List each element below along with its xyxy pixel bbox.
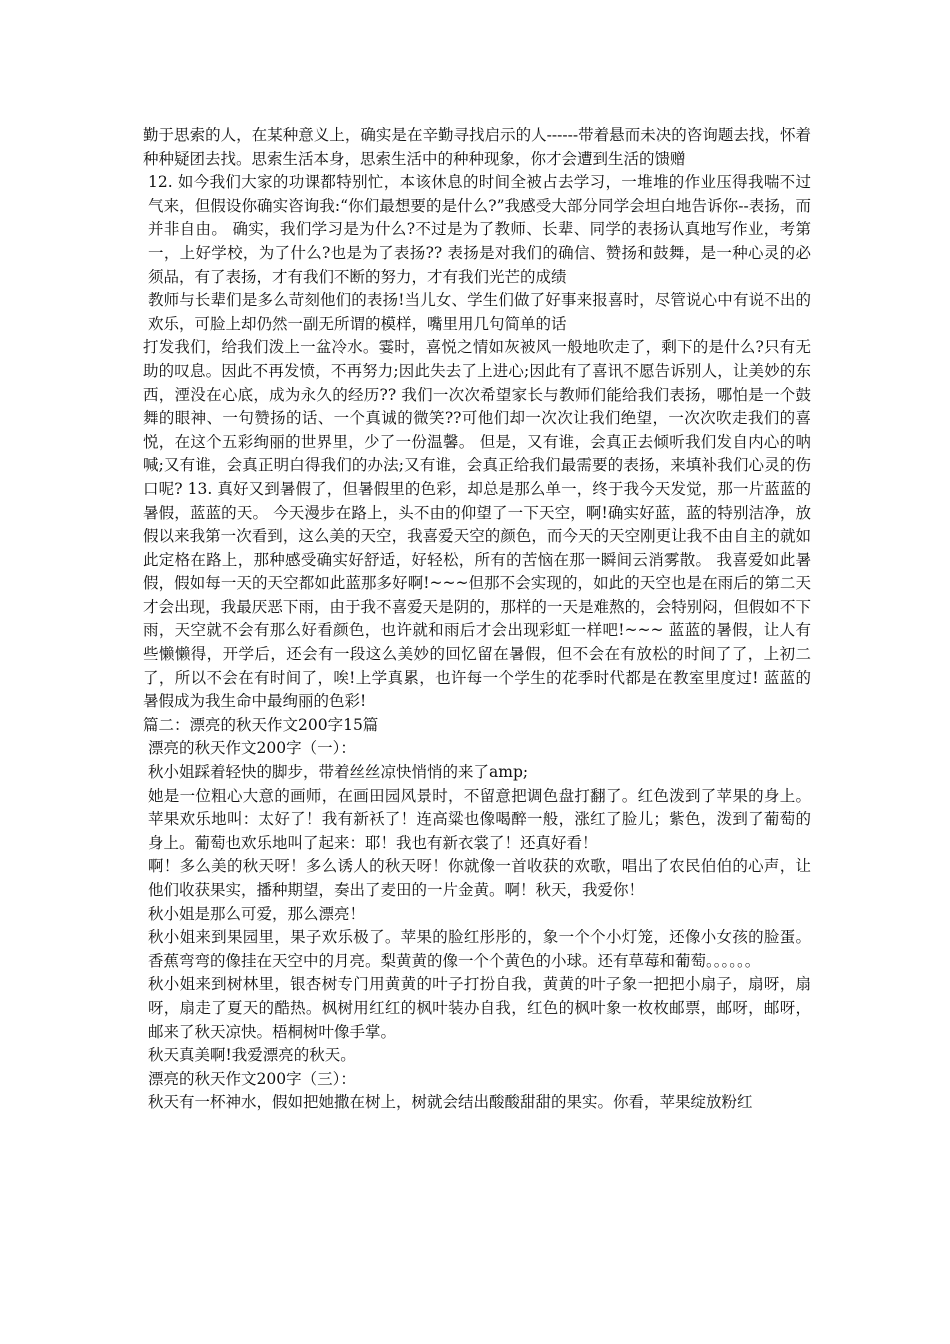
paragraph: 打发我们，给我们泼上一盆冷水。霎时，喜悦之情如灰被风一般地吹走了，剩下的是什么?只有无助的叹息。因此不再发愤，不再努力;因此失去了上进心;因此有了喜讯不愿告诉别人，让美妙的东西，湮没在心底，成为永久的经历?? 我们一次次希望家长与教师们能给我们表扬，哪怕是一个鼓舞的眼神、一句赞扬的话、一个真诚的微笑??可他们却一次次让我们绝望，一次次吹走我们的喜悦，在这个五彩绚丽的世界里，少了一份温馨。 但是，又有谁，会真正去倾听我们发自内心的呐喊;又有谁，会真正明白得我们的办法;又有谁，会真正给我们最需要的表扬，来填补我们心灵的伤口呢? 13. 真好又到暑假了，但暑假里的色彩，却总是那么单一，终于我今天发觉，那一片蓝蓝的暑假，蓝蓝的天。 今天漫步在路上，头不由的仰望了一下天空，啊!确实好蓝，蓝的特别洁净，放假以来我第一次看到，这么美的天空，我喜爱天空的颜色，而今天的天空刚更让我不由自主的就如此定格在路上，那种感受确实好舒适，好轻松，所有的苦恼在那一瞬间云消雾散。 我喜爱如此暑假，假如每一天的天空都如此蓝那多好啊!~~~但那不会实现的，如此的天空也是在雨后的第二天才会出现，我最厌恶下雨，由于我不喜爱天是阴的，那样的一天是难熬的，会特别闷，但假如不下雨，天空就不会有那么好看颜色，也许就和雨后才会出现彩虹一样吧!~~~ 蓝蓝的暑假，让人有些懒懒得，开学后，还会有一段这么美妙的回忆留在暑假，但不会在有放松的时间了了，上初二了，所以不会在有时间了，唉!上学真累，也许每一个学生的花季时代都是在教室里度过! 蓝蓝的暑假成为我生命中最绚丽的色彩! bbox=[143, 338, 811, 711]
paragraph: 教师与长辈们是多么苛刻他们的表扬!当儿女、学生们做了好事来报喜时，尽管说心中有说不出的欢乐，可脸上却仍然一副无所谓的模样，嘴里用几句简单的话 bbox=[148, 291, 811, 333]
paragraph: 秋天有一杯神水，假如把她撒在树上，树就会结出酸酸甜甜的果实。你看，苹果绽放粉红 bbox=[148, 1093, 753, 1112]
paragraph: 秋小姐踩着轻快的脚步，带着丝丝凉快悄悄的来了amp; bbox=[148, 763, 529, 782]
paragraph: 啊！多么美的秋天呀！多么诱人的秋天呀！你就像一首收获的欢歌，唱出了农民伯伯的心声，让他们收获果实，播种期望，奏出了麦田的一片金黄。啊！秋天，我爱你！ bbox=[148, 857, 811, 899]
paragraph: 秋天真美啊!我爱漂亮的秋天。 bbox=[148, 1046, 356, 1065]
paragraph: 秋小姐是那么可爱，那么漂亮！ bbox=[148, 904, 366, 923]
paragraph: 她是一位粗心大意的画师，在画田园风景时，不留意把调色盘打翻了。红色泼到了苹果的身上。苹果欢乐地叫：太好了！我有新袄了！连高粱也像喝醉一般，涨红了脸儿；紫色，泼到了葡萄的身上。葡萄也欢乐地叫了起来：耶！我也有新衣裳了！还真好看！ bbox=[148, 786, 811, 852]
subheading: 漂亮的秋天作文200字（一）： bbox=[148, 739, 356, 758]
paragraph: 12. 如今我们大家的功课都特别忙，本该休息的时间全被占去学习，一堆堆的作业压得我喘不过气来，但假设你确实咨询我:“你们最想要的是什么?”我感受大部分同学会坦白地告诉你--表扬，而并非自由。 确实，我们学习是为什么?不过是为了教师、长辈、同学的表扬认真地写作业，考第一，上好学校，为了什么?也是为了表扬?? 表扬是对我们的确信、赞扬和鼓舞，是一种心灵的必须品，有了表扬，才有我们不断的努力，才有我们光芒的成绩 bbox=[148, 173, 811, 286]
paragraph: 勤于思索的人，在某种意义上，确实是在辛勤寻找启示的人------带着悬而未决的咨询题去找，怀着种种疑团去找。思索生活本身，思索生活中的种种现象，你才会遭到生活的馈赠 bbox=[143, 126, 811, 168]
paragraph: 秋小姐来到树林里，银杏树专门用黄黄的叶子打扮自我，黄黄的叶子象一把把小扇子，扇呀，扇呀，扇走了夏天的酷热。枫树用红红的枫叶装办自我，红色的枫叶象一枚枚邮票，邮呀，邮呀，邮来了秋天凉快。梧桐树叶像手掌。 bbox=[148, 975, 811, 1041]
subheading: 漂亮的秋天作文200字（三）： bbox=[148, 1069, 356, 1088]
section-heading: 篇二：漂亮的秋天作文200字15篇 bbox=[143, 715, 379, 734]
document-body bbox=[143, 124, 811, 1115]
paragraph: 秋小姐来到果园里，果子欢乐极了。苹果的脸红彤彤的，象一个个小灯笼，还像小女孩的脸蛋。香蕉弯弯的像挂在天空中的月亮。梨黄黄的像一个个黄色的小球。还有草莓和葡萄。。。。。。 bbox=[148, 928, 811, 970]
